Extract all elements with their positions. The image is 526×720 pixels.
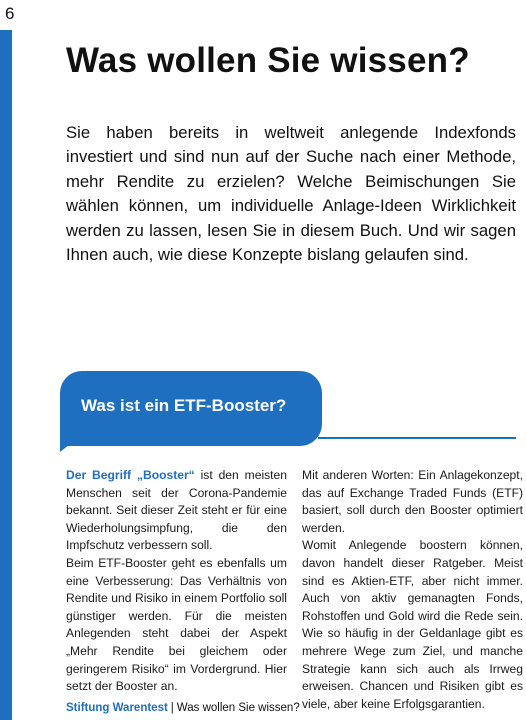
page-number: 6 xyxy=(5,4,15,23)
info-box-paragraph-3: Womit Anlegende boostern können, davon handelt dieser Ratgeber. Meist sind es Aktien-ETF, aber nicht immer. Auch von aktiv gemanagten Fonds, Rohstoffen und Gold wird die Rede sein. Wie so häufig in der Geldanlage gibt es mehrere Wege zum Ziel, und manche Strategie kann sich auch als Irrweg erweisen. Chancen und Risiken gibt es viele, aber keine Erfolgsgarantien. xyxy=(302,538,523,711)
info-box-paragraph-1-text: ist den meisten Menschen seit der Corona-Pandemie bekannt. Seit dieser Zeit steht er für eine Wiederholungsimpfung, die den Impfschutz verbessern soll. xyxy=(66,468,287,553)
info-box-paragraph-2: Beim ETF-Booster geht es ebenfalls um eine Verbesserung: Das Verhältnis von Rendite und Risiko in einem Portfolio soll günstiger werden. Für die meisten Anlegenden steht dabei der Aspekt „Mehr Rendite bei gleichem oder geringerem Risiko“ im Vordergrund. Hier setzt der Booster an. xyxy=(66,555,287,694)
info-box-rule xyxy=(318,437,516,439)
info-box-paragraph-1 xyxy=(66,467,287,555)
page-footer xyxy=(66,702,300,714)
side-accent-bar xyxy=(0,30,12,720)
footer-brand: Stiftung Warentest xyxy=(66,702,168,714)
intro-paragraph: Sie haben bereits in weltweit anlegende Indexfonds investiert und sind nun auf der Suche nach einer Methode, mehr Rendite zu erzielen? Welche Beimischungen Sie wählen können, um individuelle Anlage-Ideen Wirklichkeit werden zu lassen, lesen Sie in diesem Buch. Und wir sagen Ihnen auch, wie diese Konzepte bislang gelaufen sind. xyxy=(66,123,516,265)
footer-section: Was wollen Sie wissen? xyxy=(176,702,300,714)
footer-separator: | xyxy=(170,702,174,714)
info-box-lead: Der Begriff „Booster“ xyxy=(66,468,195,482)
info-box-column-right xyxy=(302,467,523,713)
info-box-paragraph-2-continued: Mit anderen Worten: Ein Anlagekonzept, das auf Exchange Traded Funds (ETF) basiert, soll durch den Booster optimiert werden. xyxy=(302,468,523,535)
page-title: Was wollen Sie wissen? xyxy=(66,41,470,80)
info-box-column-left xyxy=(66,467,287,696)
info-box-title: Was ist ein ETF-Booster? xyxy=(81,396,287,415)
